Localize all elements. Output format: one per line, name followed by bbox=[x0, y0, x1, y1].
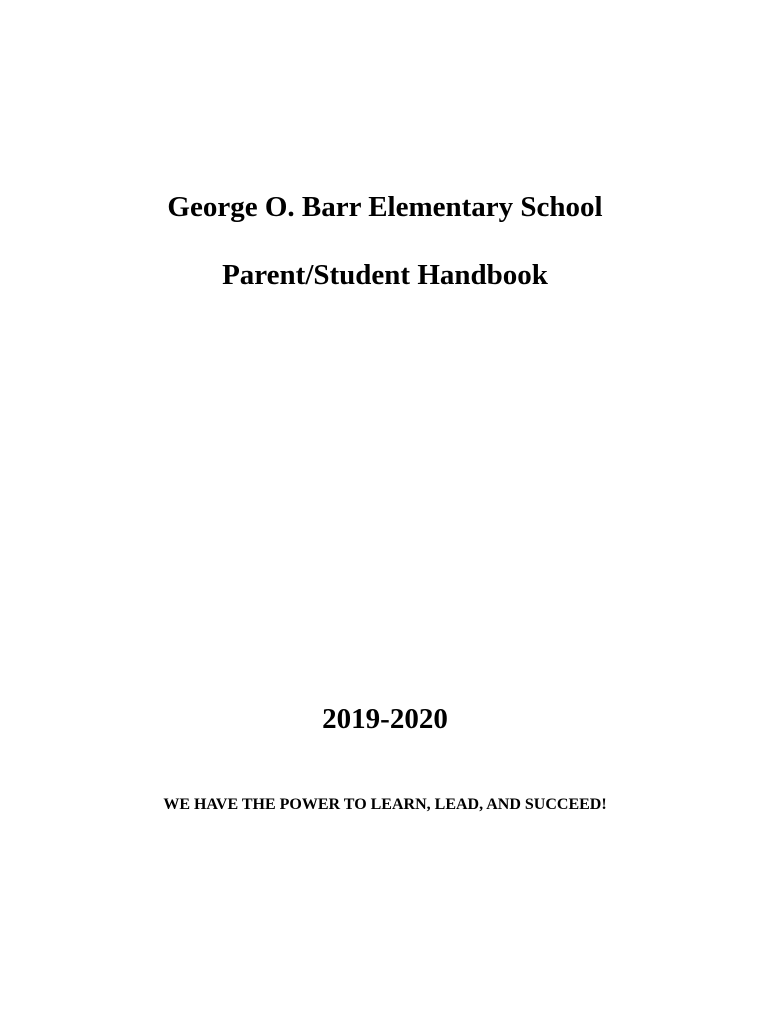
school-name: George O. Barr Elementary School bbox=[167, 191, 603, 223]
handbook-title: Parent/Student Handbook bbox=[222, 259, 548, 291]
school-year: 2019-2020 bbox=[322, 703, 448, 735]
school-motto: WE HAVE THE POWER TO LEARN, LEAD, AND SUCCEED! bbox=[163, 796, 607, 813]
